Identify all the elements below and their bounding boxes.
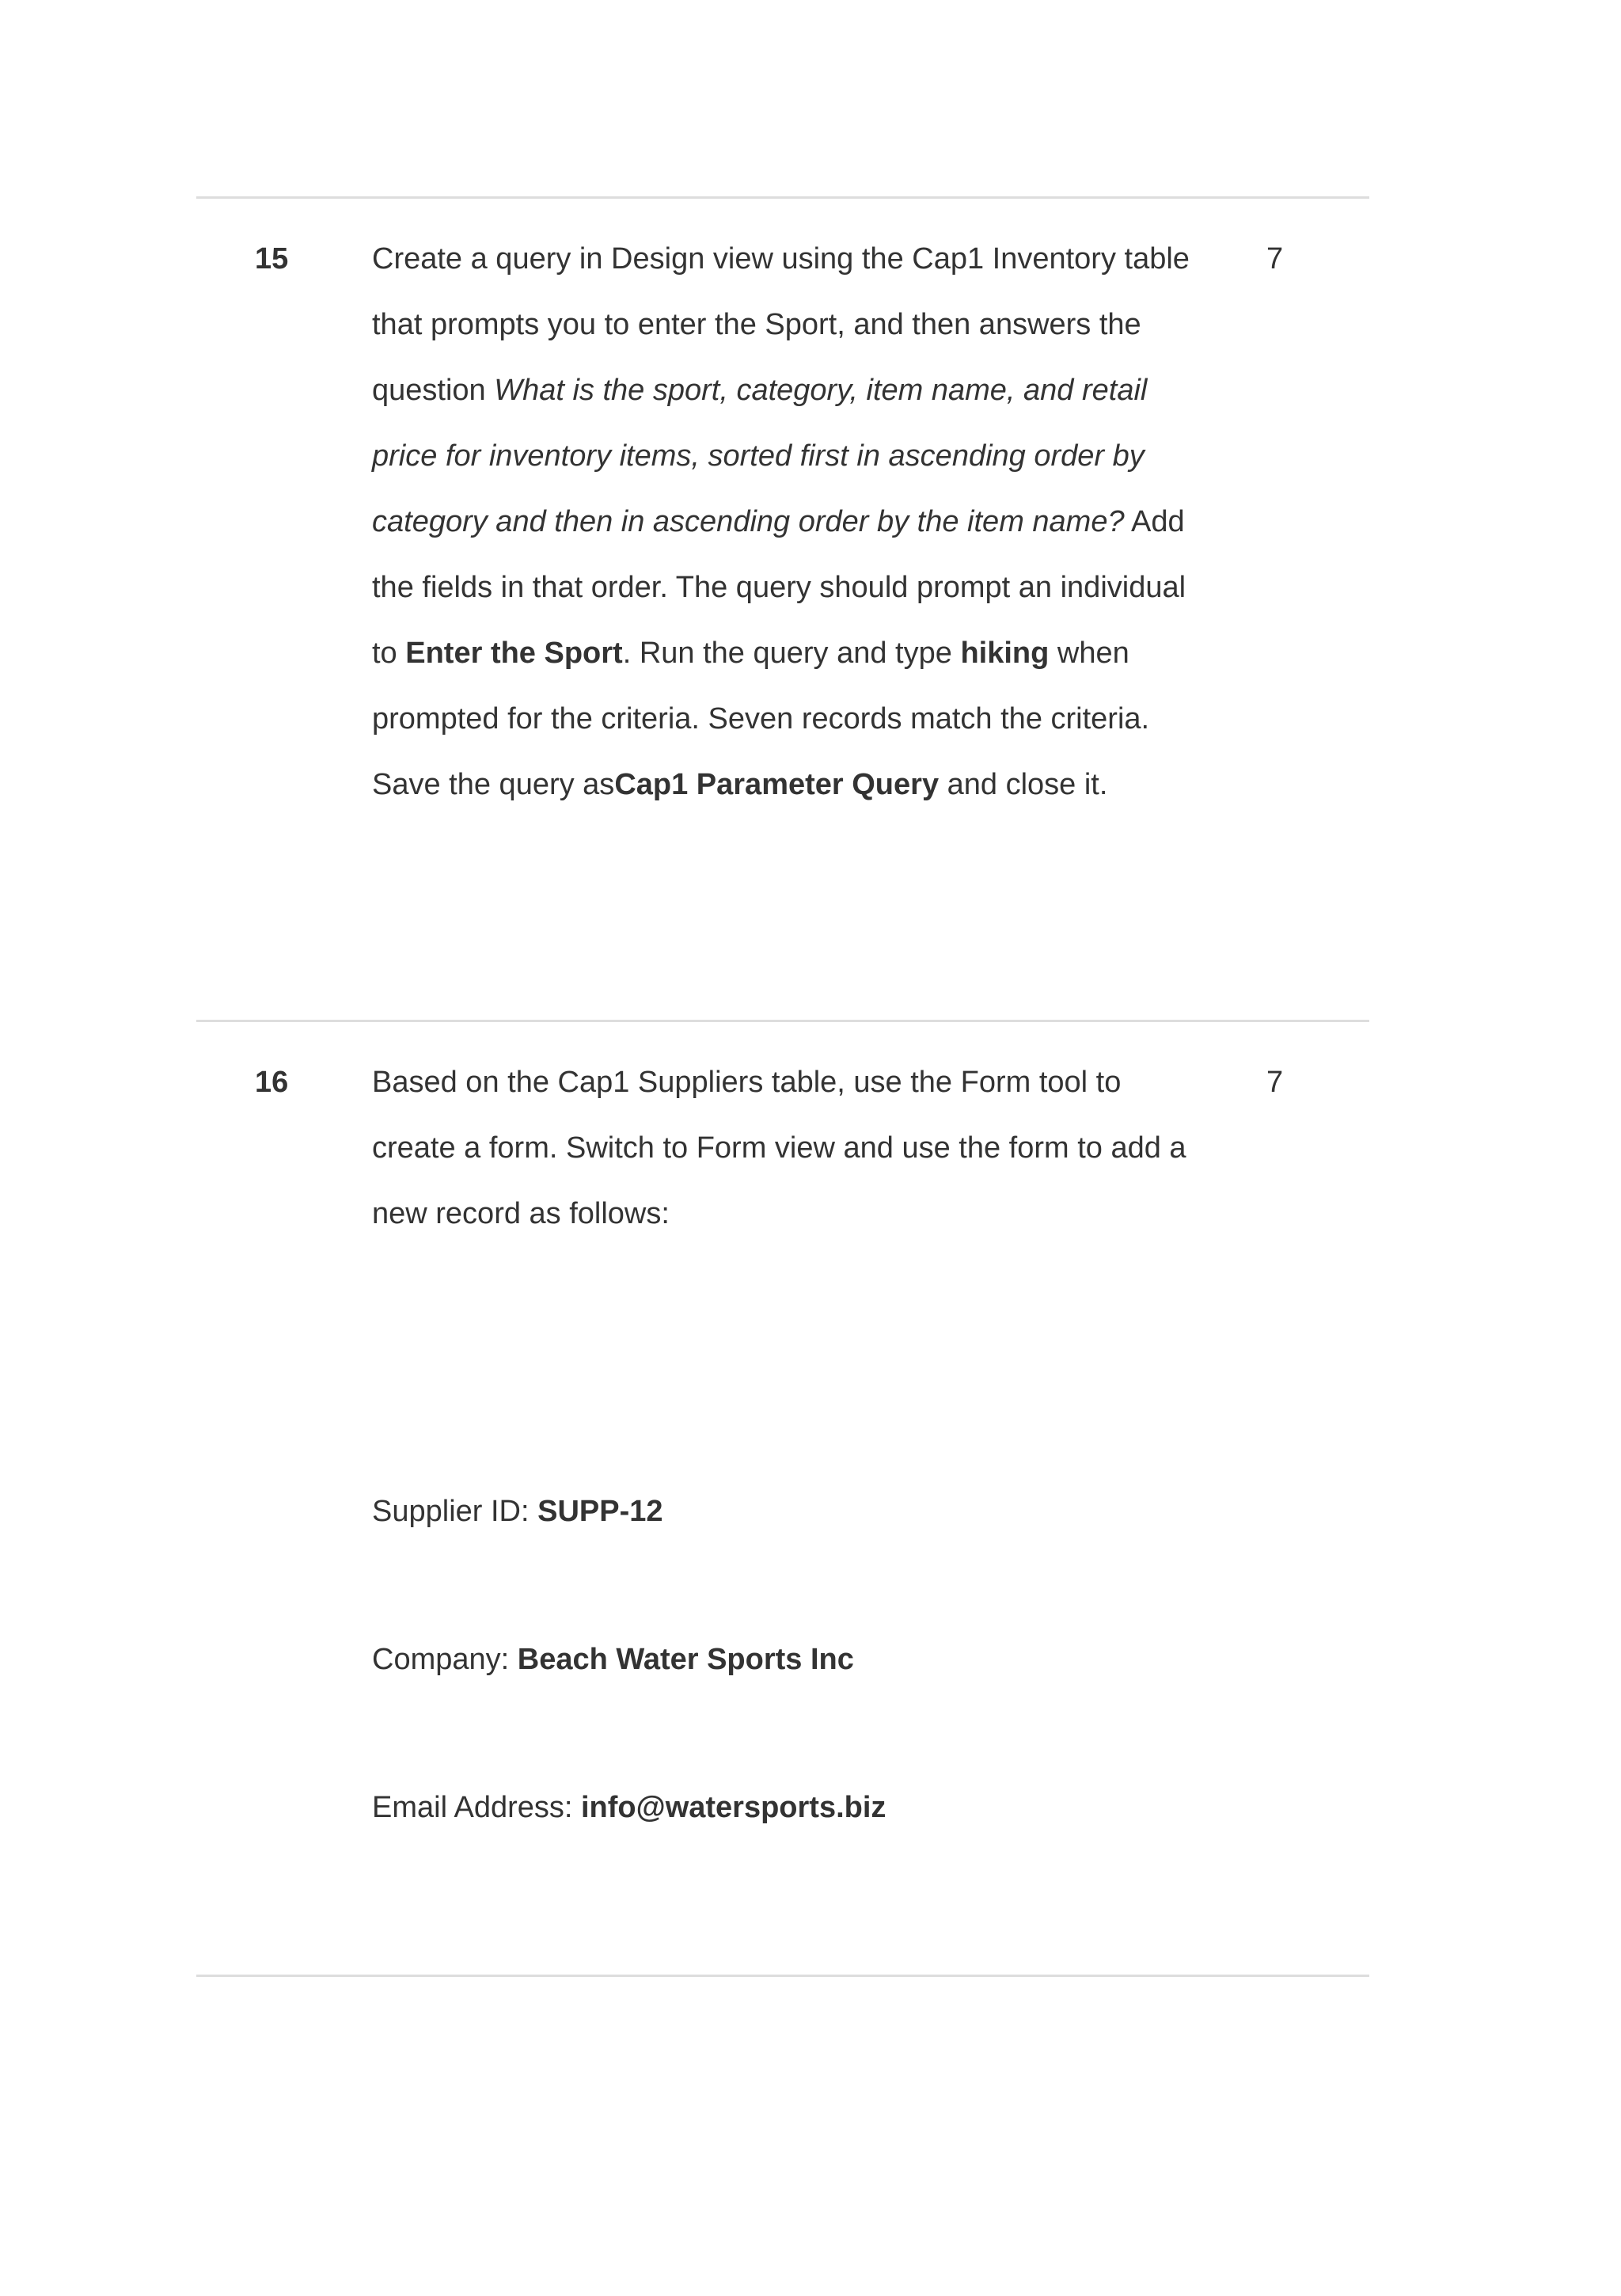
item-instructions xyxy=(372,226,1195,818)
field-label: Company: xyxy=(372,1643,518,1676)
field-label: Email Address: xyxy=(372,1791,581,1824)
instruction-query-name: Cap1 Parameter Query xyxy=(614,768,940,801)
instruction-text: . Run the query and type xyxy=(622,637,961,670)
divider-top xyxy=(196,196,1369,199)
divider-bottom xyxy=(196,1975,1369,1977)
field-value: info@watersports.biz xyxy=(581,1791,886,1824)
instruction-question: What is the sport, category, item name, and retail price for inventory items, sorted first in ascending order by category and then in ascending order by the item name? xyxy=(372,374,1148,538)
item-instructions xyxy=(372,1050,1195,1247)
field-value: SUPP-12 xyxy=(537,1495,663,1528)
instruction-criteria: hiking xyxy=(960,637,1050,670)
field-supplier-id xyxy=(372,1479,663,1545)
item-number: 15 xyxy=(255,242,289,276)
divider-middle xyxy=(196,1020,1369,1022)
field-email-address xyxy=(372,1775,886,1841)
instruction-paragraph xyxy=(372,226,1195,818)
field-label: Supplier ID: xyxy=(372,1495,538,1528)
item-points: 7 xyxy=(1266,242,1284,276)
instruction-paragraph: Based on the Cap1 Suppliers table, use the Form tool to create a form. Switch to Form view and use the form to add a new record as follows: xyxy=(372,1066,1186,1230)
field-company xyxy=(372,1627,854,1693)
item-points: 7 xyxy=(1266,1066,1284,1099)
item-number: 16 xyxy=(255,1066,289,1099)
instruction-text: Add the fields in that order. The query should prompt an individual to xyxy=(372,505,1186,670)
field-value: Beach Water Sports Inc xyxy=(517,1643,854,1676)
instruction-text: when prompted for the criteria. Seven records match the criteria. Save the query as xyxy=(372,637,1150,801)
instruction-text: and close it. xyxy=(939,768,1108,801)
instruction-text: Create a query in Design view using the Cap1 Inventory table that prompts you to enter the Sport, and then answers the question xyxy=(372,242,1190,407)
instruction-prompt: Enter the Sport xyxy=(405,637,623,670)
